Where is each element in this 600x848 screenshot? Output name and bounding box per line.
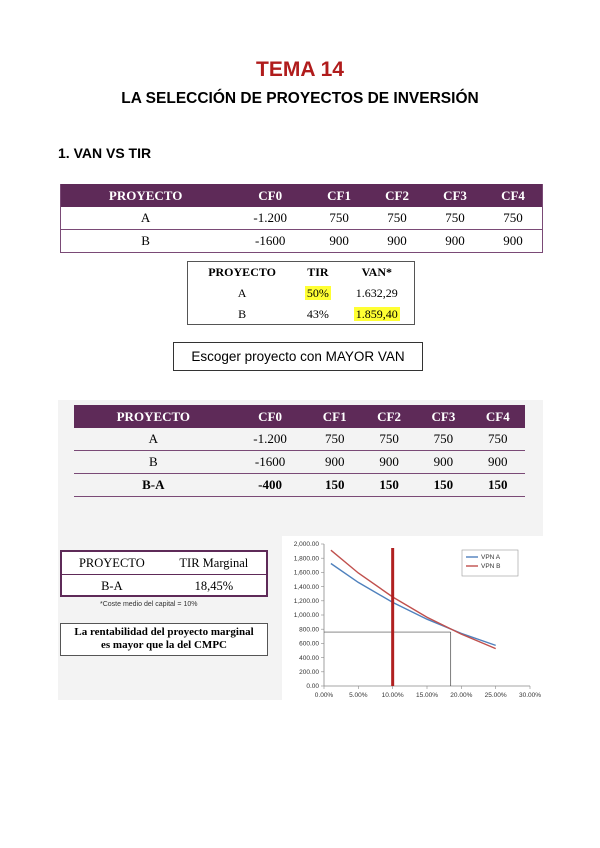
table-cell: 900 <box>484 230 542 253</box>
table-row <box>74 428 525 451</box>
table-row <box>62 575 266 598</box>
column-header: PROYECTO <box>74 405 233 428</box>
y-tick-label: 200.00 <box>299 669 319 676</box>
table-cell: 1.632,29 <box>355 286 398 300</box>
table-cell: B <box>238 307 247 321</box>
table-cell <box>296 283 339 304</box>
x-tick-label: 5.00% <box>349 692 368 699</box>
y-tick-label: 1,400.00 <box>293 583 319 591</box>
column-header: TIR Marginal <box>162 552 266 575</box>
y-tick-label: 800.00 <box>299 626 319 634</box>
npv-chart-svg <box>282 536 544 704</box>
y-tick-label: 1,800.00 <box>293 555 319 563</box>
table-cell: 18,45% <box>194 578 234 593</box>
table-cell: 150 <box>362 474 416 497</box>
marginal-tir-table <box>60 550 268 597</box>
table-cell: 750 <box>426 207 484 230</box>
column-header: PROYECTO <box>208 265 276 279</box>
table-cell: A <box>237 286 247 300</box>
conclusion-line: es mayor que la del CMPC <box>101 639 227 651</box>
y-tick-label: 0.00 <box>306 683 319 691</box>
table-cell: 750 <box>471 428 525 451</box>
table-cell: 900 <box>362 451 416 474</box>
table-cell: A <box>61 207 230 230</box>
page-subtitle: LA SELECCIÓN DE PROYECTOS DE INVERSIÓN <box>121 90 479 107</box>
x-tick-label: 25.00% <box>484 692 507 699</box>
y-tick-label: 1,000.00 <box>293 612 319 620</box>
table-cell: B <box>61 230 230 253</box>
x-tick-label: 20.00% <box>450 692 473 699</box>
table-header-row <box>62 552 266 575</box>
column-header: CF4 <box>484 184 542 207</box>
column-header: PROYECTO <box>61 184 230 207</box>
conclusion-box <box>60 623 268 656</box>
page-title: TEMA 14 <box>256 58 344 81</box>
table-row <box>61 230 542 253</box>
table-cell: -1600 <box>233 451 308 474</box>
y-tick-label: 400.00 <box>299 654 319 662</box>
table-cell: 150 <box>416 474 470 497</box>
column-header: VAN* <box>361 265 393 279</box>
y-tick-label: 1,200.00 <box>293 598 319 605</box>
capital-cost-note: *Coste medio del capital = 10% <box>100 601 198 608</box>
table-cell: 900 <box>310 230 368 253</box>
table-row <box>188 283 414 304</box>
tir-van-table <box>187 261 415 325</box>
column-header: PROYECTO <box>62 552 162 575</box>
decision-box: Escoger proyecto con MAYOR VAN <box>173 342 423 371</box>
table-cell: 750 <box>484 207 542 230</box>
column-header: CF3 <box>426 184 484 207</box>
table-cell: -400 <box>233 474 308 497</box>
table-cell: 900 <box>308 451 362 474</box>
table-cell: 750 <box>368 207 426 230</box>
y-tick-label: 600.00 <box>299 640 319 648</box>
x-tick-label: 0.00% <box>314 692 334 699</box>
table-cell: 750 <box>310 207 368 230</box>
section-heading: 1. VAN VS TIR <box>58 145 152 161</box>
table-row <box>188 304 414 325</box>
table-cell: -1600 <box>230 230 310 253</box>
x-tick-label: 30.00% <box>518 692 542 699</box>
column-header: CF4 <box>471 405 525 428</box>
legend-label: VPN B <box>481 563 501 570</box>
table-header-row <box>188 262 414 283</box>
y-tick-label: 1,600.00 <box>293 569 319 577</box>
table-cell: 900 <box>471 451 525 474</box>
highlighted-value: 1.859,40 <box>355 307 398 321</box>
table-cell: 900 <box>368 230 426 253</box>
table-cell: 900 <box>416 451 470 474</box>
table-cell: 150 <box>308 474 362 497</box>
conclusion-line: La rentabilidad del proyecto marginal <box>74 626 254 638</box>
column-header: CF2 <box>362 405 416 428</box>
highlighted-value: 50% <box>306 286 329 300</box>
table-cell <box>340 304 414 325</box>
x-tick-label: 10.00% <box>381 692 404 699</box>
table-cell: A <box>74 428 233 451</box>
table-cell: 900 <box>426 230 484 253</box>
column-header: TIR <box>307 265 329 279</box>
column-header: CF1 <box>310 184 368 207</box>
table-cell: 750 <box>416 428 470 451</box>
table-cell: B-A <box>74 474 233 497</box>
table-cell: B-A <box>101 578 123 593</box>
cash-flow-table <box>60 184 543 253</box>
table-cell: B <box>74 451 233 474</box>
column-header: CF1 <box>308 405 362 428</box>
column-header: CF3 <box>416 405 470 428</box>
table-cell: 43% <box>306 307 329 321</box>
table-row <box>61 207 542 230</box>
x-tick-label: 15.00% <box>415 692 439 699</box>
table-cell: -1.200 <box>230 207 310 230</box>
column-header: CF0 <box>230 184 310 207</box>
table-cell: 750 <box>362 428 416 451</box>
table-header-row <box>74 405 525 428</box>
column-header: CF0 <box>233 405 308 428</box>
legend-label: VPN A <box>481 554 501 561</box>
table-cell: 750 <box>308 428 362 451</box>
table-cell: -1.200 <box>233 428 308 451</box>
npv-chart <box>282 536 544 704</box>
table-row <box>74 474 525 497</box>
marginal-cash-flow-table <box>74 405 525 497</box>
table-cell: 150 <box>471 474 525 497</box>
y-tick-label: 2,000.00 <box>293 541 319 549</box>
table-row <box>74 451 525 474</box>
table-header-row <box>61 184 542 207</box>
column-header: CF2 <box>368 184 426 207</box>
